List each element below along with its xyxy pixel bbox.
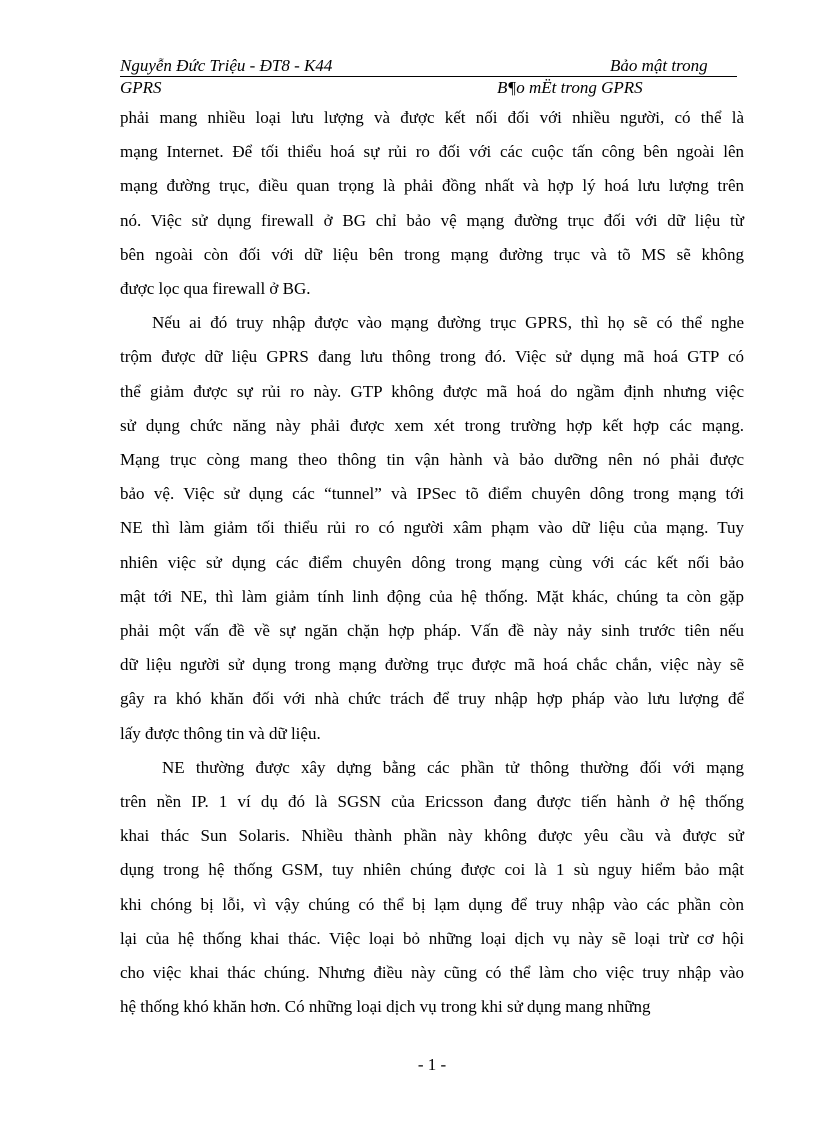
text-line: mạng Internet. Để tối thiểu hoá sự rủi ro đối với các cuộc tấn công bên ngoài lên	[120, 142, 744, 162]
text-line: trộm được dữ liệu GPRS đang lưu thông trong đó. Việc sử dụng mã hoá GTP có	[120, 347, 744, 367]
text-line: sử dụng chức năng này phải được xem xét trong trường hợp kết hợp các mạng.	[120, 415, 744, 435]
text-line: Mạng trục còng mang theo thông tin vận hành và bảo dưỡng nên nó phải được	[120, 450, 744, 470]
page-number: - 1 -	[417, 1055, 447, 1074]
text-line: hệ thống khó khăn hơn. Có những loại dịch vụ trong khi sử dụng mang những	[120, 997, 651, 1017]
text-line: trên nền IP. 1 ví dụ đó là SGSN của Ericsson đang được tiến hành ở hệ thống	[120, 792, 744, 812]
text-line: NE thường được xây dựng bằng các phần tử thông thường đối với mạng	[162, 757, 744, 777]
text-line: Nếu ai đó truy nhập được vào mạng đường trục GPRS, thì họ sẽ có thể nghe	[152, 313, 744, 333]
text-line: dụng trong hệ thống GSM, tuy nhiên chúng được coi là 1 sù nguy hiểm bảo mật	[120, 860, 744, 880]
text-line: phải một vấn đề về sự ngăn chặn hợp pháp. Vấn đề này nảy sinh trước tiên nếu	[120, 621, 744, 641]
text-line: gây ra khó khăn đối với nhà chức trách để truy nhập hợp pháp vào lưu lượng để	[120, 689, 744, 709]
page-header-title: Bảo mật trong	[610, 56, 708, 75]
text-line: thể giảm được sự rủi ro này. GTP không được mã hoá do ngầm định nhưng việc	[120, 381, 744, 401]
text-line: phải mang nhiều loại lưu lượng và được kết nối đối với nhiều người, có thể là	[120, 108, 744, 127]
document-body	[120, 101, 744, 1024]
page-header-author: Nguyễn Đức Triệu - ĐT8 - K44	[120, 56, 333, 75]
text-line: khai thác Sun Solaris. Nhiều thành phần này không được yêu cầu và được sử	[120, 826, 744, 846]
page-header-title-line2: B¶o mËt trong GPRS	[497, 78, 643, 97]
text-line: mạng đường trục, điều quan trọng là phải đồng nhất và hợp lý hoá lưu lượng trên	[120, 176, 744, 196]
text-line: khi chóng bị lỗi, vì vậy chúng có thể bị lạm dụng để truy nhập vào các phần còn	[120, 894, 744, 914]
header-rule	[120, 76, 737, 77]
text-line: được lọc qua firewall ở BG.	[120, 279, 311, 299]
page-header-author-line2: GPRS	[120, 78, 162, 97]
text-line: lấy được thông tin và dữ liệu.	[120, 723, 321, 743]
text-line: dữ liệu người sử dụng trong mạng đường trục được mã hoá chắc chắn, việc này sẽ	[120, 655, 744, 675]
text-line: bên ngoài còn đối với dữ liệu bên trong mạng đường trục và tõ MS sẽ không	[120, 244, 744, 264]
text-line: mật tới NE, thì làm giảm tính linh động của hệ thống. Mặt khác, chúng ta còn gặp	[120, 586, 744, 606]
text-line: lại của hệ thống khai thác. Việc loại bỏ những loại dịch vụ này sẽ loại trừ cơ hội	[120, 928, 744, 948]
text-line: bảo vệ. Việc sử dụng các “tunnel” và IPSec tõ điểm chuyên dông trong mạng tới	[120, 484, 744, 504]
text-line: nhiên việc sử dụng các điểm chuyên dông trong mạng cùng với các kết nối bảo	[120, 552, 744, 572]
text-line: nó. Việc sử dụng firewall ở BG chỉ bảo vệ mạng đường trục đối với dữ liệu từ	[120, 210, 744, 230]
text-line: cho việc khai thác chúng. Nhưng điều này cũng có thể làm cho việc truy nhập vào	[120, 963, 744, 983]
text-line: NE thì làm giảm tối thiểu rủi ro có người xâm phạm vào dữ liệu của mạng. Tuy	[120, 518, 744, 538]
